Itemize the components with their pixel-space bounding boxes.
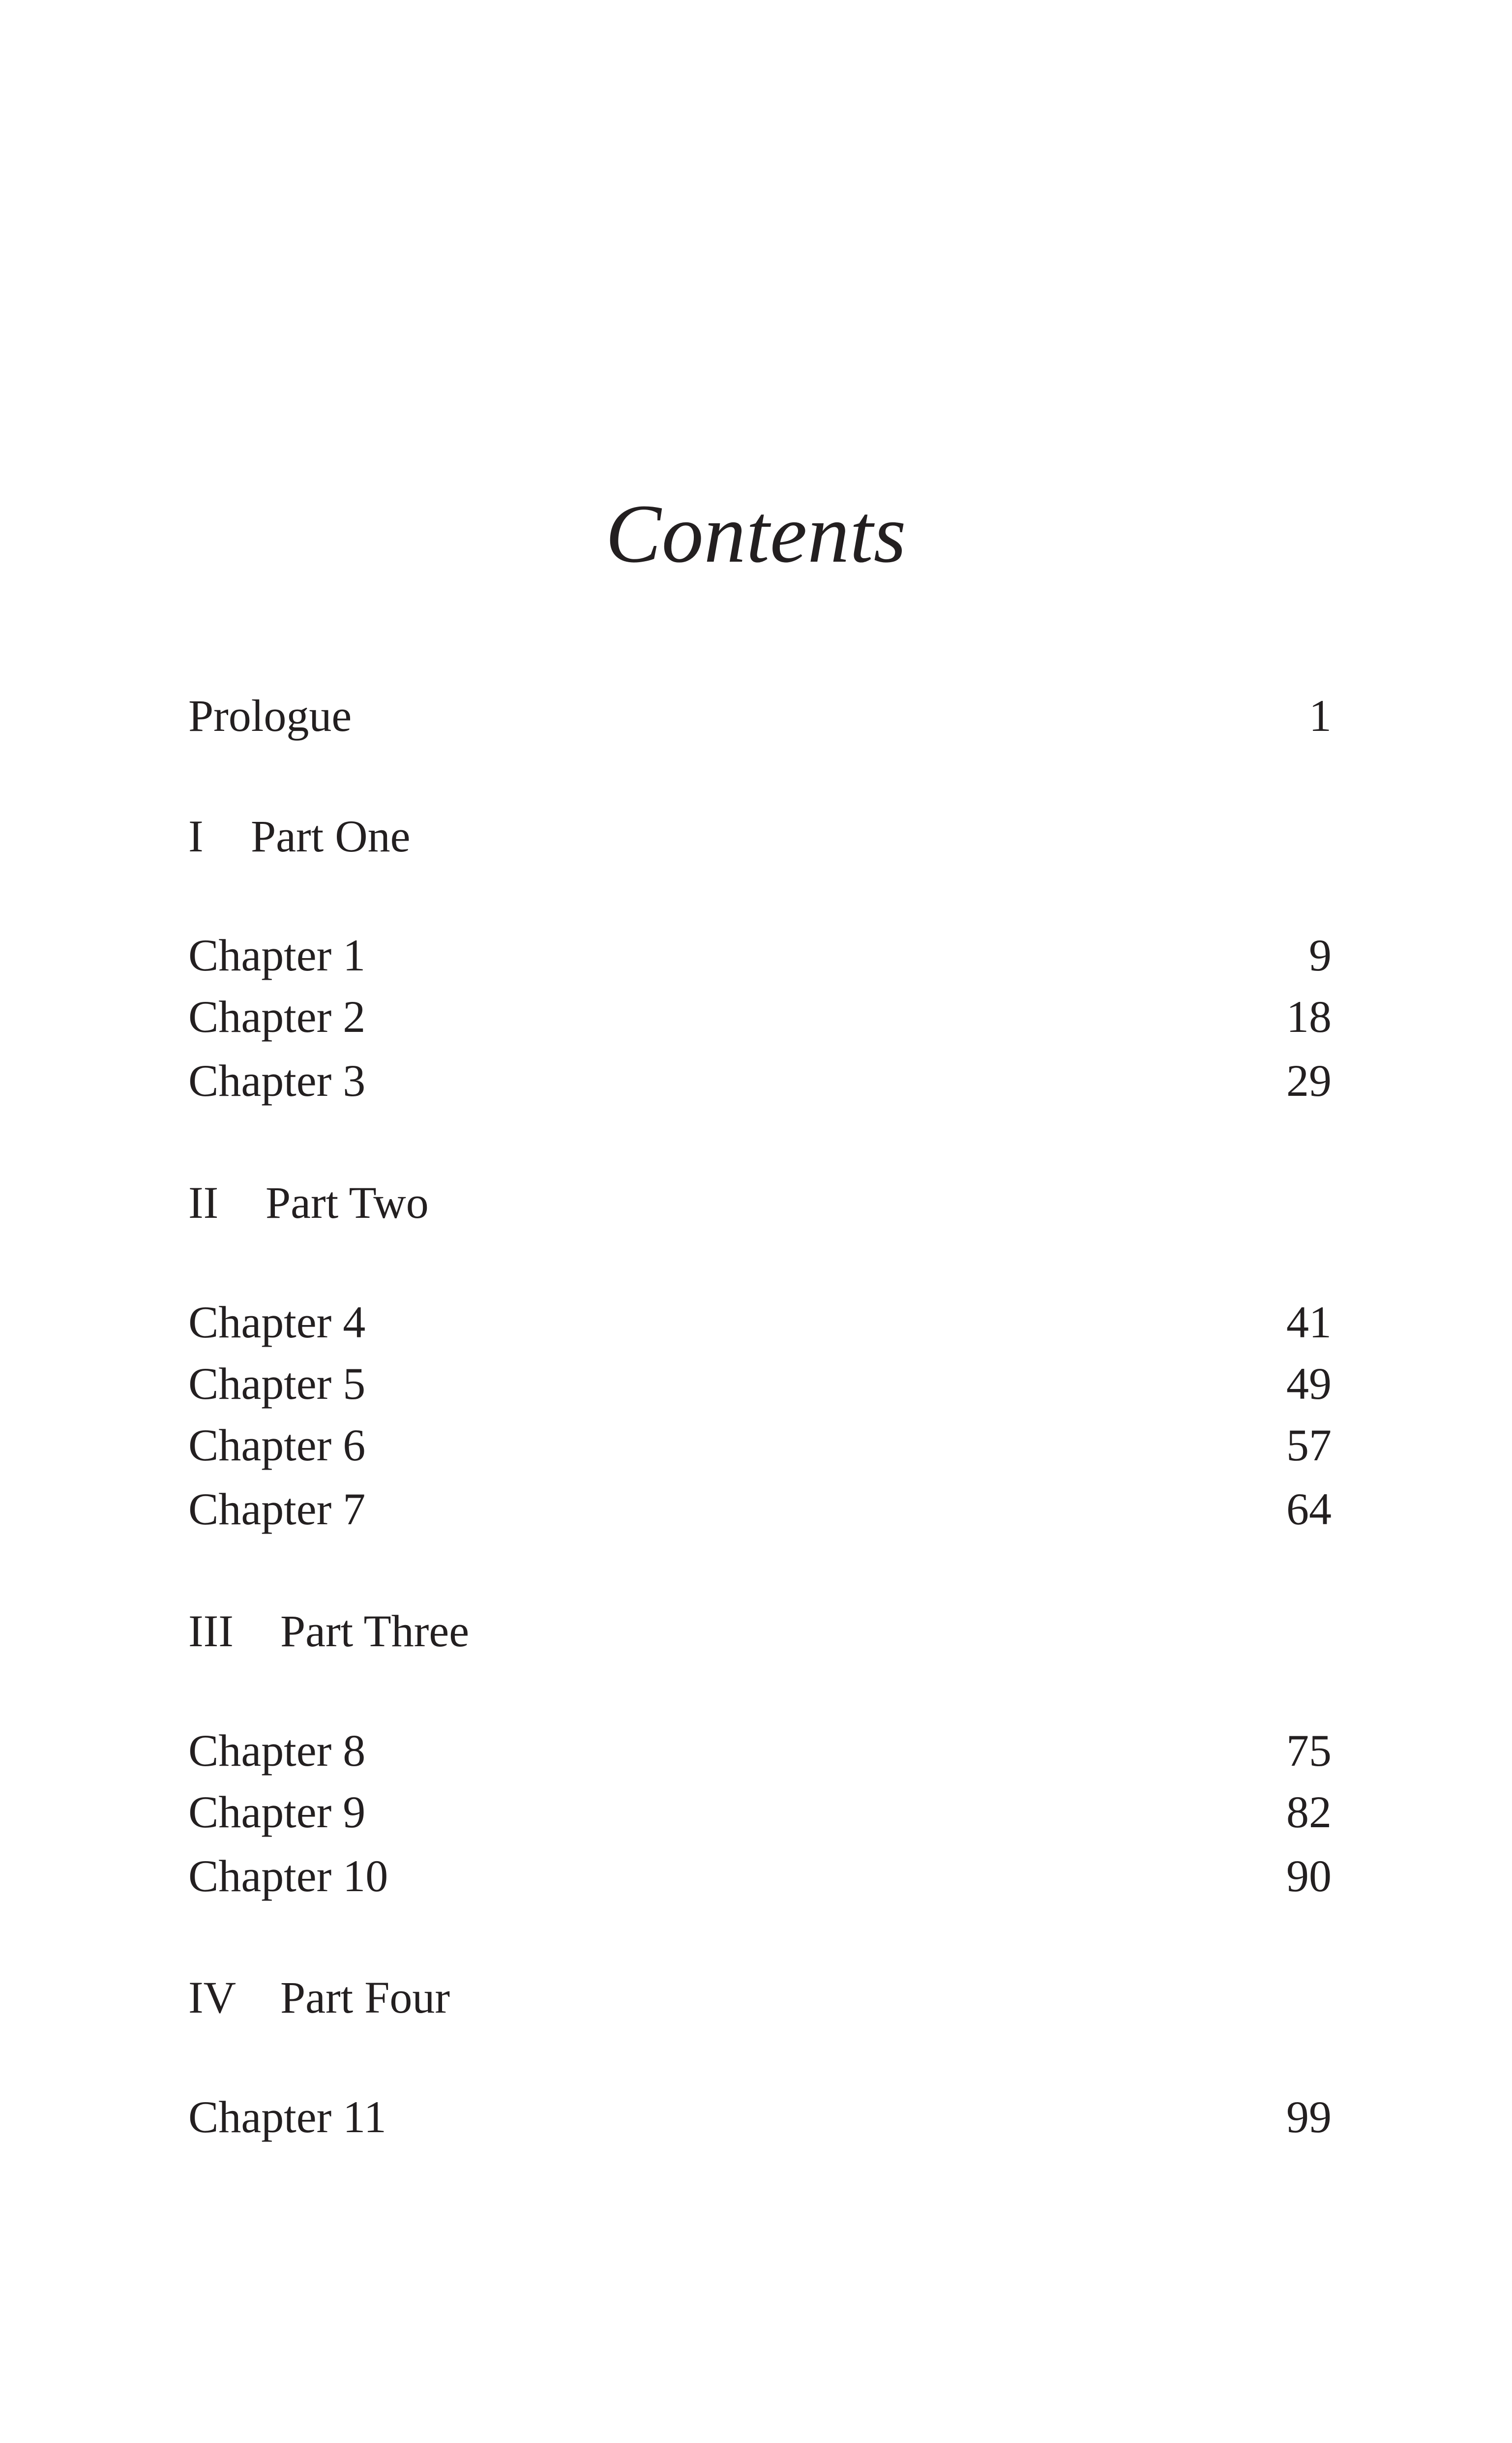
toc-page-number: 82	[1286, 1787, 1332, 1837]
toc-part-heading[interactable]	[188, 1965, 1332, 2029]
toc-entry-label: Chapter 5	[188, 1358, 366, 1409]
toc-page-number: 64	[1286, 1484, 1332, 1534]
toc-page-number: 18	[1286, 992, 1332, 1042]
part-title: Part Four	[280, 1972, 450, 2022]
toc-entry-label: Chapter 4	[188, 1297, 366, 1347]
toc-entry-chapter[interactable]	[188, 1477, 1332, 1541]
toc-entry-chapter[interactable]	[188, 985, 1332, 1049]
toc-entry-label: Chapter 7	[188, 1484, 366, 1534]
part-numeral: II	[188, 1177, 219, 1228]
part-title: Part Three	[280, 1606, 470, 1656]
toc-entry-label: Chapter 8	[188, 1725, 366, 1776]
toc-part-heading[interactable]	[188, 1599, 1332, 1663]
toc-page-number: 41	[1286, 1297, 1332, 1347]
toc-entry-prologue[interactable]	[188, 684, 1332, 748]
toc-page-number: 90	[1286, 1851, 1332, 1901]
part-title: Part Two	[266, 1177, 429, 1228]
toc-entry-label: Chapter 10	[188, 1851, 388, 1901]
toc-page-number: 1	[1309, 691, 1332, 741]
toc-entry-label: Chapter 9	[188, 1787, 366, 1837]
toc-page-number: 75	[1286, 1725, 1332, 1776]
part-title: Part One	[251, 811, 411, 861]
toc-entry-label: Chapter 3	[188, 1056, 366, 1106]
toc-entry-label: Prologue	[188, 691, 352, 741]
toc-entry-label: Chapter 6	[188, 1420, 366, 1470]
toc-part-heading[interactable]	[188, 1171, 1332, 1235]
part-numeral: IV	[188, 1972, 237, 2022]
toc-entry-chapter[interactable]	[188, 1844, 1332, 1908]
part-numeral: III	[188, 1606, 234, 1656]
toc-entry-chapter[interactable]	[188, 1049, 1332, 1113]
toc-part-heading[interactable]	[188, 804, 1332, 868]
page-title: Contents	[605, 487, 907, 580]
toc-entry-chapter[interactable]	[188, 1719, 1332, 1782]
toc-entry-chapter[interactable]	[188, 1413, 1332, 1477]
toc-entry-label: Chapter 1	[188, 930, 366, 980]
toc-page-number: 49	[1286, 1358, 1332, 1409]
toc-page-number: 57	[1286, 1420, 1332, 1470]
toc-entry-chapter[interactable]	[188, 1290, 1332, 1354]
toc-entry-chapter[interactable]	[188, 1352, 1332, 1416]
toc-entry-label: Chapter 2	[188, 992, 366, 1042]
toc-page-number: 29	[1286, 1056, 1332, 1106]
toc-entry-chapter[interactable]	[188, 923, 1332, 987]
toc-entry-chapter[interactable]	[188, 1780, 1332, 1844]
toc-entry-chapter[interactable]	[188, 2085, 1332, 2149]
toc-page-number: 99	[1286, 2092, 1332, 2142]
toc-page-number: 9	[1309, 930, 1332, 980]
toc-entry-label: Chapter 11	[188, 2092, 386, 2142]
part-numeral: I	[188, 811, 204, 861]
